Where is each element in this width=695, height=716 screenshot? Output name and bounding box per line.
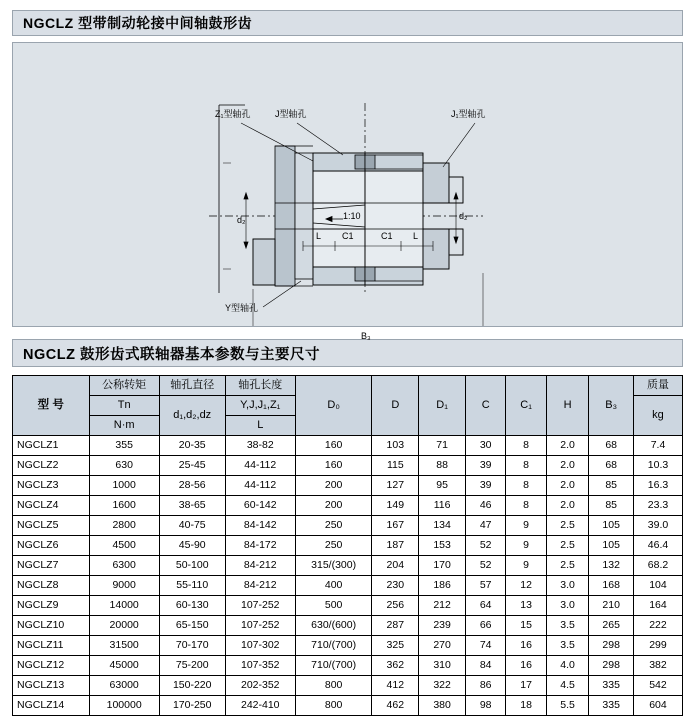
cell-torque: 9000 — [89, 576, 159, 596]
table-row[interactable] — [13, 676, 683, 696]
figure-label-j-bore: J型轴孔 — [275, 109, 307, 119]
cell-D1: 322 — [419, 676, 466, 696]
table-row[interactable] — [13, 536, 683, 556]
parameters-table — [12, 375, 683, 716]
col-header-mass-unit: kg — [633, 396, 682, 436]
table-row[interactable] — [13, 516, 683, 536]
col-header-model: 型 号 — [13, 376, 90, 436]
cell-D0: 800 — [295, 696, 372, 716]
cell-D0: 400 — [295, 576, 372, 596]
cell-H: 2.5 — [546, 536, 589, 556]
col-header-bore-dia: 轴孔直径 — [159, 376, 225, 396]
cell-H: 2.5 — [546, 516, 589, 536]
cell-B3: 168 — [589, 576, 634, 596]
cell-C: 52 — [465, 556, 505, 576]
cell-torque: 100000 — [89, 696, 159, 716]
cell-H: 3.5 — [546, 636, 589, 656]
cell-torque: 6300 — [89, 556, 159, 576]
cell-D1: 170 — [419, 556, 466, 576]
cell-C1: 8 — [506, 496, 546, 516]
cell-B3: 335 — [589, 696, 634, 716]
cell-bore_len: 60-142 — [225, 496, 295, 516]
cell-model: NGCLZ1 — [13, 436, 90, 456]
cell-torque: 630 — [89, 456, 159, 476]
cell-D0: 250 — [295, 516, 372, 536]
cell-mass: 10.3 — [633, 456, 682, 476]
cell-model: NGCLZ5 — [13, 516, 90, 536]
cell-C1: 15 — [506, 616, 546, 636]
cell-B3: 68 — [589, 436, 634, 456]
cell-bore_len: 84-142 — [225, 516, 295, 536]
cell-model: NGCLZ11 — [13, 636, 90, 656]
col-header-torque: 公称转矩 — [89, 376, 159, 396]
cell-mass: 7.4 — [633, 436, 682, 456]
cell-C1: 8 — [506, 476, 546, 496]
cell-bore_dia: 28-56 — [159, 476, 225, 496]
cell-C: 86 — [465, 676, 505, 696]
cell-C: 52 — [465, 536, 505, 556]
cell-bore_dia: 65-150 — [159, 616, 225, 636]
cell-bore_dia: 25-45 — [159, 456, 225, 476]
cell-bore_len: 84-212 — [225, 556, 295, 576]
cell-C: 84 — [465, 656, 505, 676]
col-header-mass: 质量 — [633, 376, 682, 396]
cell-D0: 710/(700) — [295, 656, 372, 676]
cell-D0: 710/(700) — [295, 636, 372, 656]
cell-B3: 335 — [589, 676, 634, 696]
cell-model: NGCLZ14 — [13, 696, 90, 716]
cell-H: 4.0 — [546, 656, 589, 676]
cell-mass: 382 — [633, 656, 682, 676]
cell-B3: 132 — [589, 556, 634, 576]
cell-D0: 800 — [295, 676, 372, 696]
cell-torque: 355 — [89, 436, 159, 456]
table-row[interactable] — [13, 576, 683, 596]
figure-label-L-left: L — [316, 231, 322, 241]
parameters-table-wrapper — [12, 375, 683, 716]
cell-C: 98 — [465, 696, 505, 716]
section-title-bar-table — [12, 339, 683, 367]
cell-torque: 45000 — [89, 656, 159, 676]
table-row[interactable] — [13, 696, 683, 716]
cell-D: 167 — [372, 516, 419, 536]
cell-mass: 16.3 — [633, 476, 682, 496]
cell-D1: 310 — [419, 656, 466, 676]
cell-bore_len: 107-252 — [225, 596, 295, 616]
cell-D1: 212 — [419, 596, 466, 616]
cell-D0: 500 — [295, 596, 372, 616]
col-header-bore-len: 轴孔长度 — [225, 376, 295, 396]
cell-D: 325 — [372, 636, 419, 656]
cell-mass: 604 — [633, 696, 682, 716]
figure-label-d2-left: d₂ — [237, 215, 246, 225]
cell-bore_dia: 55-110 — [159, 576, 225, 596]
col-header-bore-len-sub: Y,J,J₁,Z₁ — [225, 396, 295, 416]
cell-model: NGCLZ9 — [13, 596, 90, 616]
cell-D1: 270 — [419, 636, 466, 656]
cell-D0: 250 — [295, 536, 372, 556]
cell-bore_len: 84-212 — [225, 576, 295, 596]
table-row[interactable] — [13, 456, 683, 476]
cell-C1: 16 — [506, 656, 546, 676]
cell-B3: 298 — [589, 656, 634, 676]
cell-model: NGCLZ7 — [13, 556, 90, 576]
cell-D1: 71 — [419, 436, 466, 456]
col-header-bore-len-symbol: L — [225, 416, 295, 436]
cell-C: 46 — [465, 496, 505, 516]
table-row[interactable] — [13, 656, 683, 676]
cell-bore_dia: 20-35 — [159, 436, 225, 456]
cell-H: 2.0 — [546, 436, 589, 456]
cell-H: 4.5 — [546, 676, 589, 696]
cell-bore_dia: 38-65 — [159, 496, 225, 516]
cell-mass: 222 — [633, 616, 682, 636]
cell-bore_dia: 45-90 — [159, 536, 225, 556]
cell-C1: 9 — [506, 536, 546, 556]
section-title-bar-figure — [12, 10, 683, 36]
cell-model: NGCLZ2 — [13, 456, 90, 476]
cell-H: 2.0 — [546, 496, 589, 516]
cell-D: 204 — [372, 556, 419, 576]
cell-D1: 134 — [419, 516, 466, 536]
cell-bore_len: 107-352 — [225, 656, 295, 676]
cell-torque: 4500 — [89, 536, 159, 556]
cell-C1: 9 — [506, 556, 546, 576]
cell-H: 3.0 — [546, 596, 589, 616]
col-header-B3: B₃ — [589, 376, 634, 436]
cell-mass: 104 — [633, 576, 682, 596]
cell-D: 362 — [372, 656, 419, 676]
cell-C: 39 — [465, 476, 505, 496]
cell-model: NGCLZ4 — [13, 496, 90, 516]
cell-H: 2.5 — [546, 556, 589, 576]
col-header-D1: D₁ — [419, 376, 466, 436]
cell-C1: 8 — [506, 456, 546, 476]
cell-D: 103 — [372, 436, 419, 456]
cell-torque: 1600 — [89, 496, 159, 516]
table-row[interactable] — [13, 636, 683, 656]
cell-torque: 14000 — [89, 596, 159, 616]
figure-label-d2-right: d₂ — [459, 211, 468, 221]
cell-D: 412 — [372, 676, 419, 696]
table-row[interactable] — [13, 616, 683, 636]
cell-C1: 16 — [506, 636, 546, 656]
cell-B3: 105 — [589, 516, 634, 536]
cell-bore_dia: 50-100 — [159, 556, 225, 576]
cell-D: 230 — [372, 576, 419, 596]
cell-C1: 18 — [506, 696, 546, 716]
cell-mass: 164 — [633, 596, 682, 616]
cell-B3: 298 — [589, 636, 634, 656]
table-row[interactable] — [13, 556, 683, 576]
cell-D0: 160 — [295, 456, 372, 476]
cell-D0: 630/(600) — [295, 616, 372, 636]
coupling-drawing-panel — [12, 42, 683, 341]
cell-model: NGCLZ12 — [13, 656, 90, 676]
cell-C1: 8 — [506, 436, 546, 456]
cell-bore_dia: 70-170 — [159, 636, 225, 656]
coupling-technical-drawing — [13, 43, 682, 326]
cell-D1: 88 — [419, 456, 466, 476]
cell-torque: 1000 — [89, 476, 159, 496]
cell-bore_len: 44-112 — [225, 456, 295, 476]
cell-B3: 85 — [589, 476, 634, 496]
cell-D0: 315/(300) — [295, 556, 372, 576]
cell-C1: 13 — [506, 596, 546, 616]
table-row[interactable] — [13, 496, 683, 516]
cell-bore_len: 44-112 — [225, 476, 295, 496]
cell-C: 66 — [465, 616, 505, 636]
cell-bore_len: 84-172 — [225, 536, 295, 556]
cell-torque: 20000 — [89, 616, 159, 636]
col-header-bore-dia-symbol: d₁,d₂,dz — [159, 396, 225, 436]
col-header-H: H — [546, 376, 589, 436]
col-header-C: C — [465, 376, 505, 436]
cell-D: 115 — [372, 456, 419, 476]
cell-D: 149 — [372, 496, 419, 516]
cell-C: 30 — [465, 436, 505, 456]
cell-mass: 46.4 — [633, 536, 682, 556]
figure-label-taper-ratio: 1:10 — [343, 211, 361, 221]
figure-label-C1-left: C1 — [342, 231, 354, 241]
cell-D0: 200 — [295, 476, 372, 496]
cell-H: 2.0 — [546, 476, 589, 496]
cell-bore_dia: 150-220 — [159, 676, 225, 696]
cell-B3: 68 — [589, 456, 634, 476]
cell-model: NGCLZ6 — [13, 536, 90, 556]
cell-mass: 299 — [633, 636, 682, 656]
figure-label-C1-right: C1 — [381, 231, 393, 241]
col-header-torque-unit: N·m — [89, 416, 159, 436]
cell-B3: 210 — [589, 596, 634, 616]
cell-D1: 95 — [419, 476, 466, 496]
cell-D1: 153 — [419, 536, 466, 556]
cell-mass: 68.2 — [633, 556, 682, 576]
cell-model: NGCLZ10 — [13, 616, 90, 636]
cell-C: 74 — [465, 636, 505, 656]
cell-bore_len: 38-82 — [225, 436, 295, 456]
cell-C: 47 — [465, 516, 505, 536]
cell-D: 256 — [372, 596, 419, 616]
cell-C1: 12 — [506, 576, 546, 596]
table-title-text: NGCLZ 鼓形齿式联轴器基本参数与主要尺寸 — [23, 346, 320, 363]
cell-bore_dia: 60-130 — [159, 596, 225, 616]
table-header-row-1 — [13, 376, 683, 396]
cell-D1: 186 — [419, 576, 466, 596]
cell-B3: 85 — [589, 496, 634, 516]
table-header — [13, 376, 683, 436]
cell-torque: 2800 — [89, 516, 159, 536]
cell-C1: 9 — [506, 516, 546, 536]
figure-label-z1-bore: Z₁型轴孔 — [215, 109, 251, 119]
cell-C1: 17 — [506, 676, 546, 696]
cell-mass: 23.3 — [633, 496, 682, 516]
figure-label-j1-bore: J₁型轴孔 — [451, 109, 486, 119]
cell-H: 3.0 — [546, 576, 589, 596]
cell-D1: 116 — [419, 496, 466, 516]
figure-title-text: NGCLZ 型带制动轮接中间轴鼓形齿 — [23, 15, 253, 31]
cell-D1: 239 — [419, 616, 466, 636]
col-header-D0: D₀ — [295, 376, 372, 436]
cell-bore_dia: 40-75 — [159, 516, 225, 536]
cell-D1: 380 — [419, 696, 466, 716]
cell-H: 2.0 — [546, 456, 589, 476]
figure-label-y-bore: Y型轴孔 — [225, 303, 259, 313]
table-body — [13, 436, 683, 716]
cell-mass: 39.0 — [633, 516, 682, 536]
cell-D: 287 — [372, 616, 419, 636]
cell-C: 39 — [465, 456, 505, 476]
cell-D: 187 — [372, 536, 419, 556]
table-row[interactable] — [13, 596, 683, 616]
cell-model: NGCLZ13 — [13, 676, 90, 696]
cell-D: 127 — [372, 476, 419, 496]
cell-H: 5.5 — [546, 696, 589, 716]
cell-bore_dia: 75-200 — [159, 656, 225, 676]
cell-B3: 265 — [589, 616, 634, 636]
col-header-torque-symbol: Tn — [89, 396, 159, 416]
cell-D: 462 — [372, 696, 419, 716]
cell-bore_len: 202-352 — [225, 676, 295, 696]
cell-torque: 31500 — [89, 636, 159, 656]
cell-bore_len: 107-252 — [225, 616, 295, 636]
cell-H: 3.5 — [546, 616, 589, 636]
cell-C: 64 — [465, 596, 505, 616]
cell-D0: 160 — [295, 436, 372, 456]
cell-bore_len: 242-410 — [225, 696, 295, 716]
cell-B3: 105 — [589, 536, 634, 556]
cell-torque: 63000 — [89, 676, 159, 696]
cell-D0: 200 — [295, 496, 372, 516]
table-row[interactable] — [13, 476, 683, 496]
cell-bore_len: 107-302 — [225, 636, 295, 656]
cell-C: 57 — [465, 576, 505, 596]
cell-mass: 542 — [633, 676, 682, 696]
figure-label-L-right: L — [413, 231, 419, 241]
figure-label-b3: B₃ — [361, 331, 371, 341]
col-header-D: D — [372, 376, 419, 436]
cell-model: NGCLZ8 — [13, 576, 90, 596]
cell-model: NGCLZ3 — [13, 476, 90, 496]
cell-bore_dia: 170-250 — [159, 696, 225, 716]
col-header-C1: C₁ — [506, 376, 546, 436]
table-row[interactable] — [13, 436, 683, 456]
